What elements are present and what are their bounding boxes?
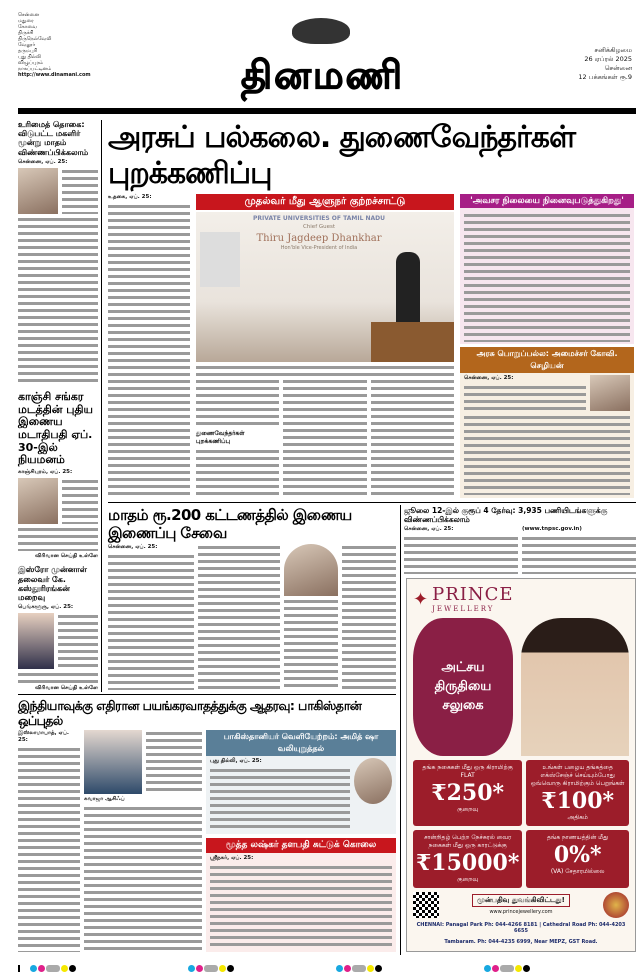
- lashkar-box-title[interactable]: மூத்த லஷ்கர் தளபதி சுட்டுக் கொலை: [206, 838, 396, 853]
- photo-caption: கவாஜா ஆசிஃப்: [84, 796, 125, 802]
- body-text: [404, 535, 518, 574]
- edition: கோவை: [18, 24, 37, 30]
- dateline: இஸ்லாமாபாத், ஏப். 25:: [18, 730, 70, 743]
- body-text: [18, 216, 98, 386]
- body-text: [464, 384, 586, 412]
- dateline: சென்னை, ஏப். 25:: [464, 375, 514, 381]
- edition: திருச்சி: [18, 30, 34, 36]
- dateline: காஞ்சிபுரம், ஏப். 25:: [18, 468, 73, 475]
- qr-code[interactable]: [413, 892, 439, 918]
- kasturirangan-photo: [18, 613, 54, 669]
- offer-card: தங்க நாணயத்தின் மீது 0%* (VA) சேதாரமில்லை: [526, 830, 629, 888]
- side-box-1-title[interactable]: 'அவசர நிலையை நினைவுபடுத்துகிறது': [460, 194, 634, 208]
- ad-brand: PRINCE: [432, 584, 514, 605]
- side-box-1: [460, 194, 634, 344]
- issue-city: சென்னை: [604, 64, 632, 72]
- column-divider: [400, 505, 401, 955]
- dateline: சென்னை, ஏப். 25:: [404, 526, 454, 532]
- edition: புது தில்லி: [18, 54, 41, 60]
- body-text: [146, 730, 202, 794]
- masthead-rule: [18, 108, 636, 114]
- lead-headline[interactable]: அரசுப் பல்கலை. துணைவேந்தர்கள் புறக்கணிப்பு: [108, 120, 576, 191]
- star-logo-icon: ✦: [413, 588, 429, 610]
- khawaja-asif-photo: [84, 730, 142, 794]
- offer-card: உங்கள் பழைய தங்கத்தை எக்ஸ்சேஞ்ச் செய்யும்போது ஒவ்வொரு கிராமிற்கும் பெறுங்கள் ₹100* அதிகம்: [526, 760, 629, 826]
- group4-section: [404, 506, 636, 574]
- left-story3-headline[interactable]: இஸ்ரோ முன்னாள் தலைவர் கே. கஸ்தூரிரங்கன் மறைவு: [18, 565, 87, 602]
- minister-photo: [590, 375, 630, 411]
- editions-list: [18, 12, 108, 78]
- offer-card: தங்க நகைகள் மீது ஒரு கிராமிற்கு FLAT ₹250* குறைவு: [413, 760, 522, 826]
- registration-marks: [336, 957, 383, 976]
- dateline: பெங்களூரு, ஏப். 25:: [18, 604, 74, 611]
- body-text: [464, 212, 630, 342]
- body-text: [62, 168, 98, 214]
- emblem-icon: [292, 18, 350, 44]
- more-inside-link[interactable]: விரிவான செய்தி உள்ளே: [35, 553, 98, 560]
- festival-text: சலுகை: [442, 698, 484, 714]
- issue-price: 12 பக்கங்கள் ரூ.9: [578, 73, 632, 81]
- dateline: ஸ்ரீநகர், ஏப். 25:: [210, 855, 254, 861]
- body-text: [198, 544, 280, 690]
- dateline: உதகை, ஏப். 25:: [108, 194, 152, 200]
- left-column: [18, 120, 98, 692]
- side-box-2: [460, 347, 634, 498]
- ad-address: Tambaram. Ph: 044-4235 6999, Near MEPZ, GST Road.: [444, 938, 598, 945]
- photo-text: Hon'ble Vice-President of India: [280, 245, 358, 251]
- body-text: [210, 864, 392, 949]
- body-text: [18, 671, 98, 683]
- lead-banner: முதல்வர் மீது ஆளுநர் குற்றச்சாட்டு: [196, 194, 454, 210]
- gold-coin-icon: [603, 892, 629, 918]
- registration-marks: [484, 957, 531, 976]
- body-text: [18, 746, 80, 952]
- prince-jewellery-ad[interactable]: [406, 578, 636, 952]
- booking-text: முன்பதிவு துவங்கிவிட்டது!: [472, 894, 570, 907]
- body-text: [210, 767, 350, 831]
- amit-shah-photo: [354, 758, 392, 804]
- ad-website[interactable]: www.princejewellery.com: [489, 908, 553, 915]
- edition: திருநெல்வேலி: [18, 36, 52, 42]
- amit-shah-box: [206, 730, 396, 834]
- edition: தருமபுரி: [18, 48, 38, 54]
- left-story1-headline[interactable]: உரிமைத் தொகை: விடுபட்ட மகளிர் மூன்று மாதம் விண்ணப்பிக்கலாம்: [18, 120, 89, 157]
- issue-info: [578, 46, 632, 82]
- edition: நாகப்பட்டினம்: [18, 66, 52, 72]
- edition: விழுப்புரம்: [18, 60, 44, 66]
- festival-badge: [413, 618, 513, 756]
- photo-text: Thiru Jagdeep Dhankhar: [256, 233, 382, 244]
- body-text: [464, 414, 630, 495]
- left-story2-headline[interactable]: காஞ்சி சங்கர மடத்தின் புதிய இணைய மடாதிபதி ஏப். 30-இல் நியமனம்: [18, 389, 93, 467]
- body-text: [84, 805, 202, 952]
- issue-day: சனிக்கிழமை: [594, 46, 632, 54]
- body-text: [371, 378, 454, 498]
- registration-marks: [18, 957, 77, 976]
- pontiff-photo: [18, 478, 58, 524]
- more-inside-link[interactable]: விரிவான செய்தி உள்ளே: [35, 685, 98, 691]
- dateline: சென்னை, ஏப். 25:: [18, 158, 68, 165]
- body-text: [196, 448, 279, 498]
- festival-text: திருதியை: [434, 679, 492, 695]
- edition: சென்னை: [18, 12, 40, 18]
- registration-marks: [188, 957, 235, 976]
- offer-card: சான்றிதழ் பெற்ற நேச்சுரல் வைர நகைகள் மீது ஒரு காரட்டுக்கு ₹15000* குறைவு: [413, 830, 522, 888]
- dateline: சென்னை, ஏப். 25:: [108, 544, 158, 550]
- minister-photo: [284, 544, 338, 596]
- internet-headline[interactable]: மாதம் ரூ.200 கட்டணத்தில் இணைய இணைப்பு சேவை: [108, 506, 352, 542]
- side-box-2-title[interactable]: அரசு பொறுப்பல்ல: அமைச்சர் கோவி. செழியன்: [460, 347, 634, 373]
- pakistan-headline[interactable]: இந்தியாவுக்கு எதிரான பயங்கரவாதத்துக்கு ஆதரவு: பாகிஸ்தான் ஒப்புதல்: [18, 698, 362, 728]
- subhead: துணைவேந்தர்கள் புறக்கணிப்பு: [196, 430, 245, 445]
- group4-headline[interactable]: ஜூலை 12-இல் குரூப் 4 தேர்வு: 3,935 பணியிடங்களுக்கு விண்ணப்பிக்கலாம்: [404, 506, 608, 524]
- edition: மதுரை: [18, 18, 34, 24]
- body-text: [18, 526, 98, 552]
- body-text: [196, 378, 279, 428]
- body-text: [108, 553, 194, 690]
- body-text: [283, 378, 366, 498]
- newspaper-logo: தினமணி: [240, 53, 405, 97]
- body-text: [284, 598, 338, 690]
- issue-date: 26 ஏப்ரல் 2025: [584, 55, 632, 63]
- section-rule: [18, 694, 396, 695]
- pakistan-section: [18, 698, 396, 952]
- site-url[interactable]: http://www.dinamani.com: [18, 72, 91, 78]
- body-text: [62, 478, 98, 524]
- ad-address: CHENNAI: Panagal Park Ph: 044-4266 8181 | Cathedral Road Ph: 044-4203 6655: [416, 921, 626, 934]
- column-divider: [101, 120, 102, 692]
- dateline: புது தில்லி, ஏப். 25:: [210, 758, 262, 764]
- body-text: [522, 535, 636, 574]
- festival-text: அட்சய: [441, 660, 485, 676]
- stalin-photo: [18, 168, 58, 214]
- model-photo: [521, 618, 629, 756]
- photo-text: Chief Guest: [302, 224, 336, 230]
- amit-shah-box-title[interactable]: பாகிஸ்தானியர் வெளியேற்றம்: அமித் ஷா வலியுறுத்தல்: [206, 730, 396, 756]
- internet-section: [108, 506, 396, 690]
- section-rule: [108, 502, 636, 503]
- governor-event-photo: [196, 212, 454, 362]
- lashkar-box: [206, 838, 396, 952]
- ad-brand-sub: JEWELLERY: [432, 605, 495, 613]
- tnpsc-link[interactable]: (www.tnpsc.gov.in): [522, 526, 582, 532]
- edition: வேலூர்: [18, 42, 36, 48]
- body-text: [108, 203, 190, 498]
- photo-text: PRIVATE UNIVERSITIES OF TAMIL NADU: [252, 215, 385, 222]
- body-text: [58, 613, 98, 669]
- lead-section: [108, 120, 636, 498]
- photo-caption: [196, 364, 454, 376]
- body-text: [342, 544, 396, 690]
